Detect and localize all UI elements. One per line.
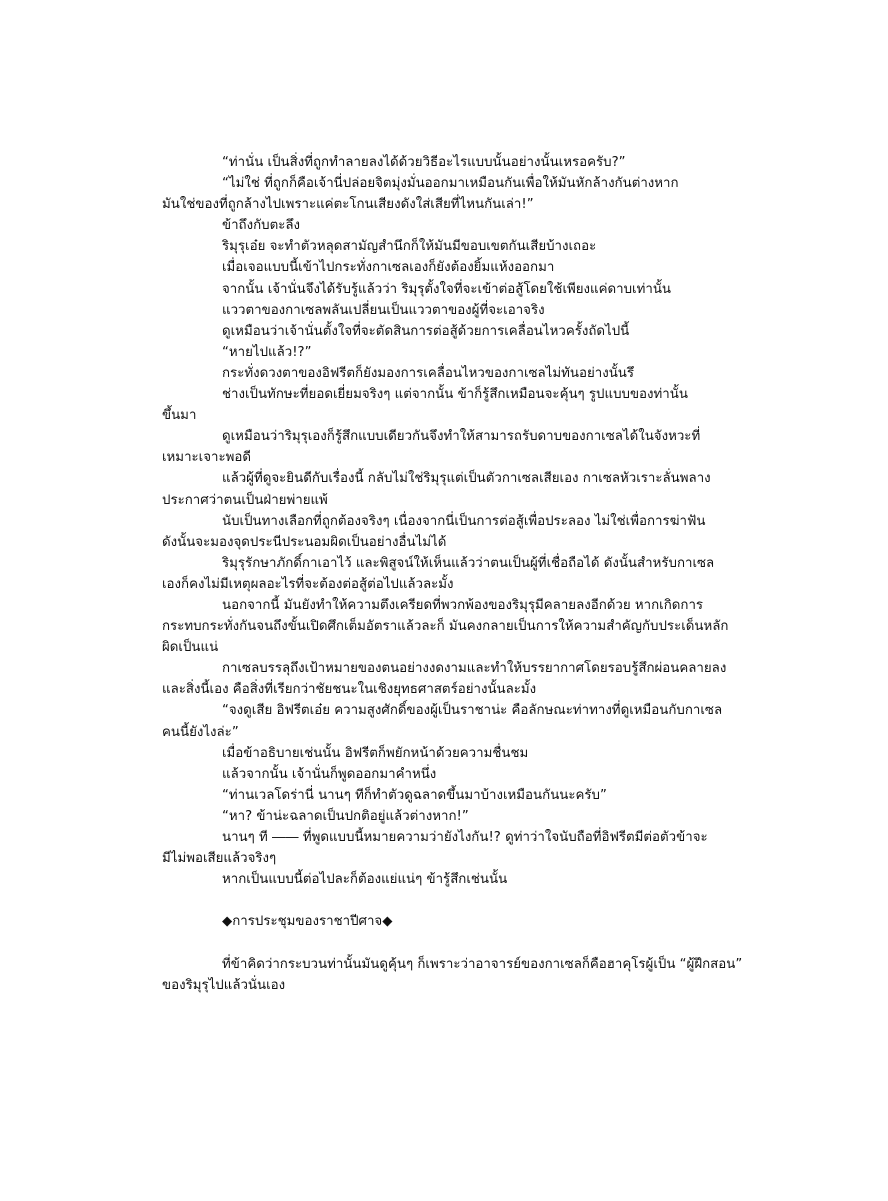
paragraph-line: กระทั่งดวงตาของอิฟรีตก็ยังมองการเคลื่อนไหวของกาเซลไม่ทันอย่างนั้นรึ bbox=[222, 365, 635, 381]
paragraph-line: แววตาของกาเซลพลันเปลี่ยนเป็นแววตาของผู้ที่จะเอาจริง bbox=[222, 302, 545, 318]
paragraph-line: แล้วจากนั้น เจ้านั่นก็พูดออกมาคำหนึ่ง bbox=[222, 766, 437, 782]
paragraph-line: ที่ข้าคิดว่ากระบวนท่านั้นมันดูคุ้นๆ ก็เพราะว่าอาจารย์ของกาเซลก็คือฮาคุโรผู้เป็น “ผู้ฝึกสอน” bbox=[222, 956, 743, 972]
paragraph-line: ขึ้นมา bbox=[162, 408, 197, 424]
paragraph-line: ประกาศว่าตนเป็นฝ่ายพ่ายแพ้ bbox=[162, 492, 328, 508]
spacer bbox=[162, 890, 728, 911]
paragraph-line: และสิ่งนี้เอง คือสิ่งที่เรียกว่าชัยชนะในเชิงยุทธศาสตร์อย่างนั้นละมั้ง bbox=[162, 682, 537, 698]
paragraph-line: “ท่านเวลโดร่านี่ นานๆ ทีก็ทำตัวดูฉลาดขึ้นมาบ้างเหมือนกันนะครับ” bbox=[222, 787, 607, 803]
paragraph-line: “ไม่ใช่ ที่ถูกก็คือเจ้านี่ปล่อยจิตมุ่งมั่นออกมาเหมือนกันเพื่อให้มันหักล้างกันต่างหาก bbox=[222, 176, 679, 192]
body-text bbox=[162, 152, 743, 996]
paragraph-line: ดูเหมือนว่าริมุรุเองก็รู้สึกแบบเดียวกันจึงทำให้สามารถรับดาบของกาเซลได้ในจังหวะที่ bbox=[222, 429, 701, 445]
paragraph-line: ริมุรุเอ๋ย จะทำตัวหลุดสามัญสำนึกก็ให้มันมีขอบเขตกันเสียบ้างเถอะ bbox=[222, 239, 597, 255]
paragraph-line: แล้วผู้ที่ดูจะยินดีกับเรื่องนี้ กลับไม่ใช่ริมุรุแต่เป็นตัวกาเซลเสียเอง กาเซลหัวเราะลั่นพลาง bbox=[222, 471, 711, 487]
paragraph-line: นับเป็นทางเลือกที่ถูกต้องจริงๆ เนื่องจากนี่เป็นการต่อสู้เพื่อประลอง ไม่ใช่เพื่อการฆ่าฟัน bbox=[222, 513, 706, 529]
paragraph-line: คนนี้ยังไงล่ะ” bbox=[162, 724, 239, 740]
paragraph-line: เหมาะเจาะพอดี bbox=[162, 450, 252, 466]
paragraph-line: “จงดูเสีย อิฟรีตเอ๋ย ความสูงศักดิ์ของผู้เป็นราชาน่ะ คือลักษณะท่าทางที่ดูเหมือนกับกาเซล bbox=[222, 703, 723, 719]
paragraph-line: “หา? ข้าน่ะฉลาดเป็นปกติอยู่แล้วต่างหาก!” bbox=[222, 808, 469, 824]
paragraph-line: กระทบกระทั่งกันจนถึงขั้นเปิดศึกเต็มอัตราแล้วละก็ มันคงกลายเป็นการให้ความสำคัญกับประเด็นหลัก bbox=[162, 619, 729, 635]
paragraph-line: มันใช่ของที่ถูกล้างไปเพราะแค่ตะโกนเสียงดังใส่เสียที่ไหนกันเล่า!” bbox=[162, 197, 534, 213]
paragraph-line: เมื่อเจอแบบนี้เข้าไปกระทั่งกาเซลเองก็ยังต้องยิ้มแห้งออกมา bbox=[222, 260, 555, 276]
paragraph-line: เองก็คงไม่มีเหตุผลอะไรที่จะต้องต่อสู้ต่อไปแล้วละมั้ง bbox=[162, 576, 454, 592]
paragraph-line: ข้าถึงกับตะลึง bbox=[222, 218, 301, 234]
paragraph-line: ดังนั้นจะมองจุดประนีประนอมผิดเป็นอย่างอื่นไม่ได้ bbox=[162, 534, 447, 550]
paragraph-line: หากเป็นแบบนี้ต่อไปละก็ต้องแย่แน่ๆ ข้ารู้สึกเช่นนั้น bbox=[222, 872, 508, 888]
paragraph-line: ริมุรุรักษาภักดิ์กาเอาไว้ และพิสูจน์ให้เห็นแล้วว่าตนเป็นผู้ที่เชื่อถือได้ ดังนั้นสำหรับกาเซล bbox=[222, 555, 715, 571]
paragraph-line: นอกจากนี้ มันยังทำให้ความตึงเครียดที่พวกพ้องของริมุรุมีคลายลงอีกด้วย หากเกิดการ bbox=[222, 597, 704, 613]
paragraph-line: ช่างเป็นทักษะที่ยอดเยี่ยมจริงๆ แต่จากนั้น ข้าก็รู้สึกเหมือนจะคุ้นๆ รูปแบบของท่านั้น bbox=[222, 387, 688, 403]
paragraph-line: จากนั้น เจ้านั่นจึงได้รับรู้แล้วว่า ริมุรุตั้งใจที่จะเข้าต่อสู้โดยใช้เพียงแค่ดาบเท่านั้น bbox=[222, 281, 672, 297]
section-heading: ◆การประชุมของราชาปีศาจ◆ bbox=[222, 914, 393, 930]
spacer bbox=[162, 932, 728, 953]
paragraph-line: “หายไปแล้ว!?” bbox=[222, 344, 312, 360]
paragraph-line: นานๆ ที ―― ที่พูดแบบนี้หมายความว่ายังไงกัน!? ดูท่าว่าใจนับถือที่อิฟรีตมีต่อตัวข้าจะ bbox=[222, 830, 708, 845]
paragraph-line: เมื่อข้าอธิบายเช่นนั้น อิฟรีตก็พยักหน้าด้วยความชื่นชม bbox=[222, 745, 529, 761]
paragraph-line: ดูเหมือนว่าเจ้านั่นตั้งใจที่จะตัดสินการต่อสู้ด้วยการเคลื่อนไหวครั้งถัดไปนี้ bbox=[222, 323, 630, 339]
paragraph-line: ผิดเป็นแน่ bbox=[162, 640, 219, 656]
paragraph-line: ของริมุรุไปแล้วนั่นเอง bbox=[162, 977, 286, 993]
paragraph-line: กาเซลบรรลุถึงเป้าหมายของตนอย่างงดงามและทำให้บรรยากาศโดยรอบรู้สึกผ่อนคลายลง bbox=[222, 661, 727, 677]
paragraph-line: “ท่านั่น เป็นสิ่งที่ถูกทำลายลงได้ด้วยวิธีอะไรแบบนั้นอย่างนั้นเหรอครับ?” bbox=[222, 155, 626, 170]
paragraph-line: มีไม่พอเสียแล้วจริงๆ bbox=[162, 851, 277, 867]
